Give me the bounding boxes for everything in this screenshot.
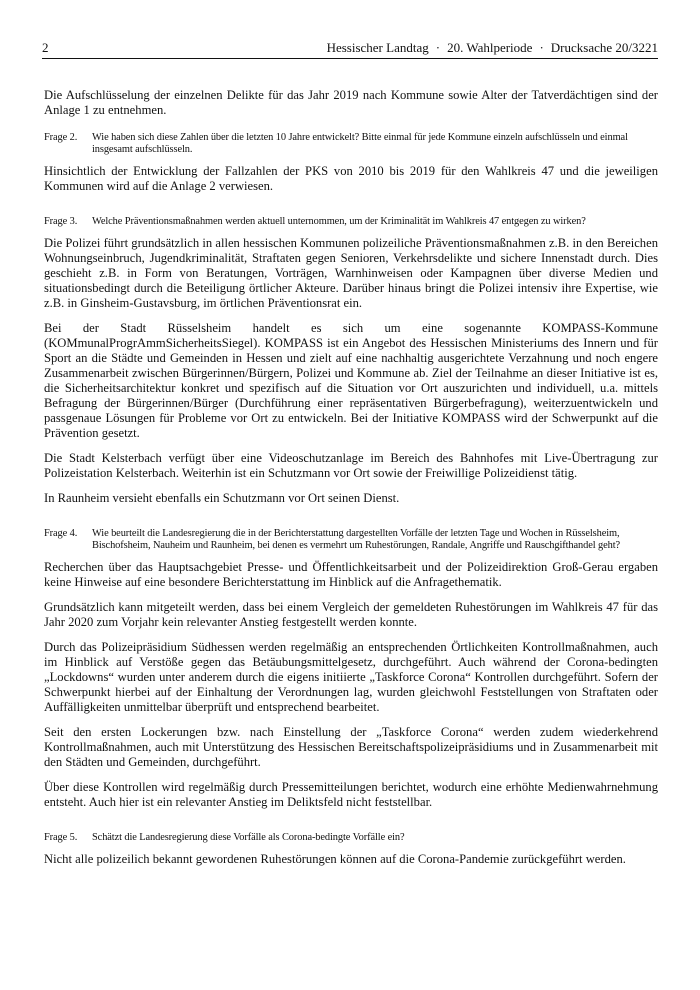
answer-paragraph: Die Polizei führt grundsätzlich in allen hessischen Kommunen polizeiliche Präventionsmaßnahmen z.B. in den Bereichen Wohnungseinbruch, Jugendkriminalität, Straftaten gegen Senioren, Verkehrsdelikte und sichere Innenstadt durch. Dies geschieht z.B. in Form von Beratungen, Vorträgen, Warnhinweisen oder Kampagnen über diverse Medien und situationsbedingt durch die Beteiligung örtlicher Akteure. Darüber hinaus bringt die Polizei intensiv ihre Expertise, wie z.B. in Ginsheim-Gustavsburg, im örtlichen Präventionsrat ein.: [44, 236, 658, 310]
separator: ·: [539, 40, 544, 55]
answer-paragraph: Nicht alle polizeilich bekannt gewordenen Ruhestörungen können auf die Corona-Pandemie zurückgeführt werden.: [44, 852, 626, 866]
question-text: Wie beurteilt die Landesregierung die in der Berichterstattung dargestellten Vorfälle der letzten Tage und Wochen in Rüsselsheim, Bischofsheim, Nauheim und Raunheim, bei denen es vermehrt um Ruhestörungen, Randale, Angriffe und Rauschgifthandel geht?: [92, 528, 620, 551]
question-label: Frage 2.: [44, 132, 78, 143]
answer-paragraph: Seit den ersten Lockerungen bzw. nach Einstellung der „Taskforce Corona“ werden zudem wiederkehrend Kontrollmaßnahmen, auch mit Unterstützung des Hessischen Bereitschaftspolizeipräsidiums und in Zusammenarbeit mit den Städten und Gemeinden, durchgeführt.: [44, 725, 658, 769]
question-2: [44, 132, 658, 156]
document-body: [44, 88, 658, 877]
page-header: [42, 40, 658, 59]
answer-paragraph: Bei der Stadt Rüsselsheim handelt es sich um eine sogenannte KOMPASS-Kommune (KOMmunalProgrAmmSicherheitsSiegel). KOMPASS ist ein Angebot des Hessischen Ministeriums des Innern und für Sport an die Städte und Gemeinden in Hessen und zielt auf eine nachhaltig ausgerichtete Verzahnung und noch engere Zusammenarbeit zwischen Bürgerinnen/Bürgern, Polizei und Kommune ab. Ziel der Teilnahme an dieser Initiative ist es, die Sicherheitsarchitektur konkret und spezifisch auf die Situation vor Ort auszurichten und individuell, u.a. mittels Befragung der Bürgerinnen/Bürger (Durchführung einer repräsentativen Bürgerbefragung), weiterzuentwickeln und passgenaue Lösungen für Probleme vor Ort zu entwickeln. Bei der Initiative KOMPASS wird der Schwerpunkt auf die Prävention gesetzt.: [44, 321, 658, 440]
question-label: Frage 4.: [44, 528, 78, 539]
intro-paragraph: Die Aufschlüsselung der einzelnen Delikte für das Jahr 2019 nach Kommune sowie Alter der Tatverdächtigen sind der Anlage 1 zu entnehmen.: [44, 88, 658, 117]
page-number: 2: [42, 40, 49, 55]
answer-paragraph: In Raunheim versieht ebenfalls ein Schutzmann vor Ort seinen Dienst.: [44, 491, 400, 505]
question-4: [44, 528, 658, 552]
answer-paragraph: Die Stadt Kelsterbach verfügt über eine Videoschutzanlage im Bereich des Bahnhofes mit Live-Übertragung zur Polizeistation Kelsterbach. Weiterhin ist ein Schutzmann vor Ort sowie der Freiwillige Polizeidienst tätig.: [44, 451, 658, 480]
electoral-period: 20. Wahlperiode: [447, 40, 533, 55]
question-text: Schätzt die Landesregierung diese Vorfälle als Corona-bedingte Vorfälle ein?: [92, 832, 405, 843]
question-3: [44, 216, 658, 228]
printed-matter-number: Drucksache 20/3221: [550, 40, 658, 55]
question-label: Frage 5.: [44, 832, 78, 843]
running-header: [42, 40, 658, 56]
separator: ·: [435, 40, 441, 55]
question-5: [44, 832, 658, 844]
answer-paragraph: Grundsätzlich kann mitgeteilt werden, dass bei einem Vergleich der gemeldeten Ruhestörungen im Wahlkreis 47 für das Jahr 2020 zum Vorjahr kein relevanter Anstieg festgestellt werden konnte.: [44, 600, 658, 629]
answer-paragraph: Über diese Kontrollen wird regelmäßig durch Pressemitteilungen berichtet, wodurch eine erhöhte Medienwahrnehmung entsteht. Auch hier ist ein relevanter Anstieg im Deliktsfeld nicht feststellbar.: [44, 780, 658, 809]
question-text: Welche Präventionsmaßnahmen werden aktuell unternommen, um der Kriminalität im Wahlkreis 47 entgegen zu wirken?: [92, 216, 586, 227]
answer-paragraph: Hinsichtlich der Entwicklung der Fallzahlen der PKS von 2010 bis 2019 für den Wahlkreis 47 und die jeweiligen Kommunen wird auf die Anlage 2 verwiesen.: [44, 164, 658, 193]
answer-paragraph: Durch das Polizeipräsidium Südhessen werden regelmäßig an entsprechenden Örtlichkeiten Kontrollmaßnahmen, auch im Hinblick auf Verstöße gegen das Betäubungsmittelgesetz, durchgeführt. Auch während der Corona-bedingten „Lockdowns“ wurden unter anderem durch die eigens initiierte „Taskforce Corona“ Kontrollen durchgeführt. Sofern der Schwerpunkt hierbei auf der Einhaltung der Verordnungen lag, wurden gleichwohl Feststellungen von Straftaten oder Auffälligkeiten unmittelbar überprüft und entsprechend bearbeitet.: [44, 640, 658, 714]
parliament-name: Hessischer Landtag: [326, 40, 429, 55]
answer-paragraph: Recherchen über das Hauptsachgebiet Presse- und Öffentlichkeitsarbeit und der Polizeidirektion Groß-Gerau ergaben keine Hinweise auf eine besondere Berichterstattung im Hinblick auf die Anfragethematik.: [44, 560, 658, 589]
question-text: Wie haben sich diese Zahlen über die letzten 10 Jahre entwickelt? Bitte einmal für jede Kommune einzeln aufschlüsseln und einmal insgesamt aufschlüsseln.: [92, 132, 628, 155]
question-label: Frage 3.: [44, 216, 78, 227]
